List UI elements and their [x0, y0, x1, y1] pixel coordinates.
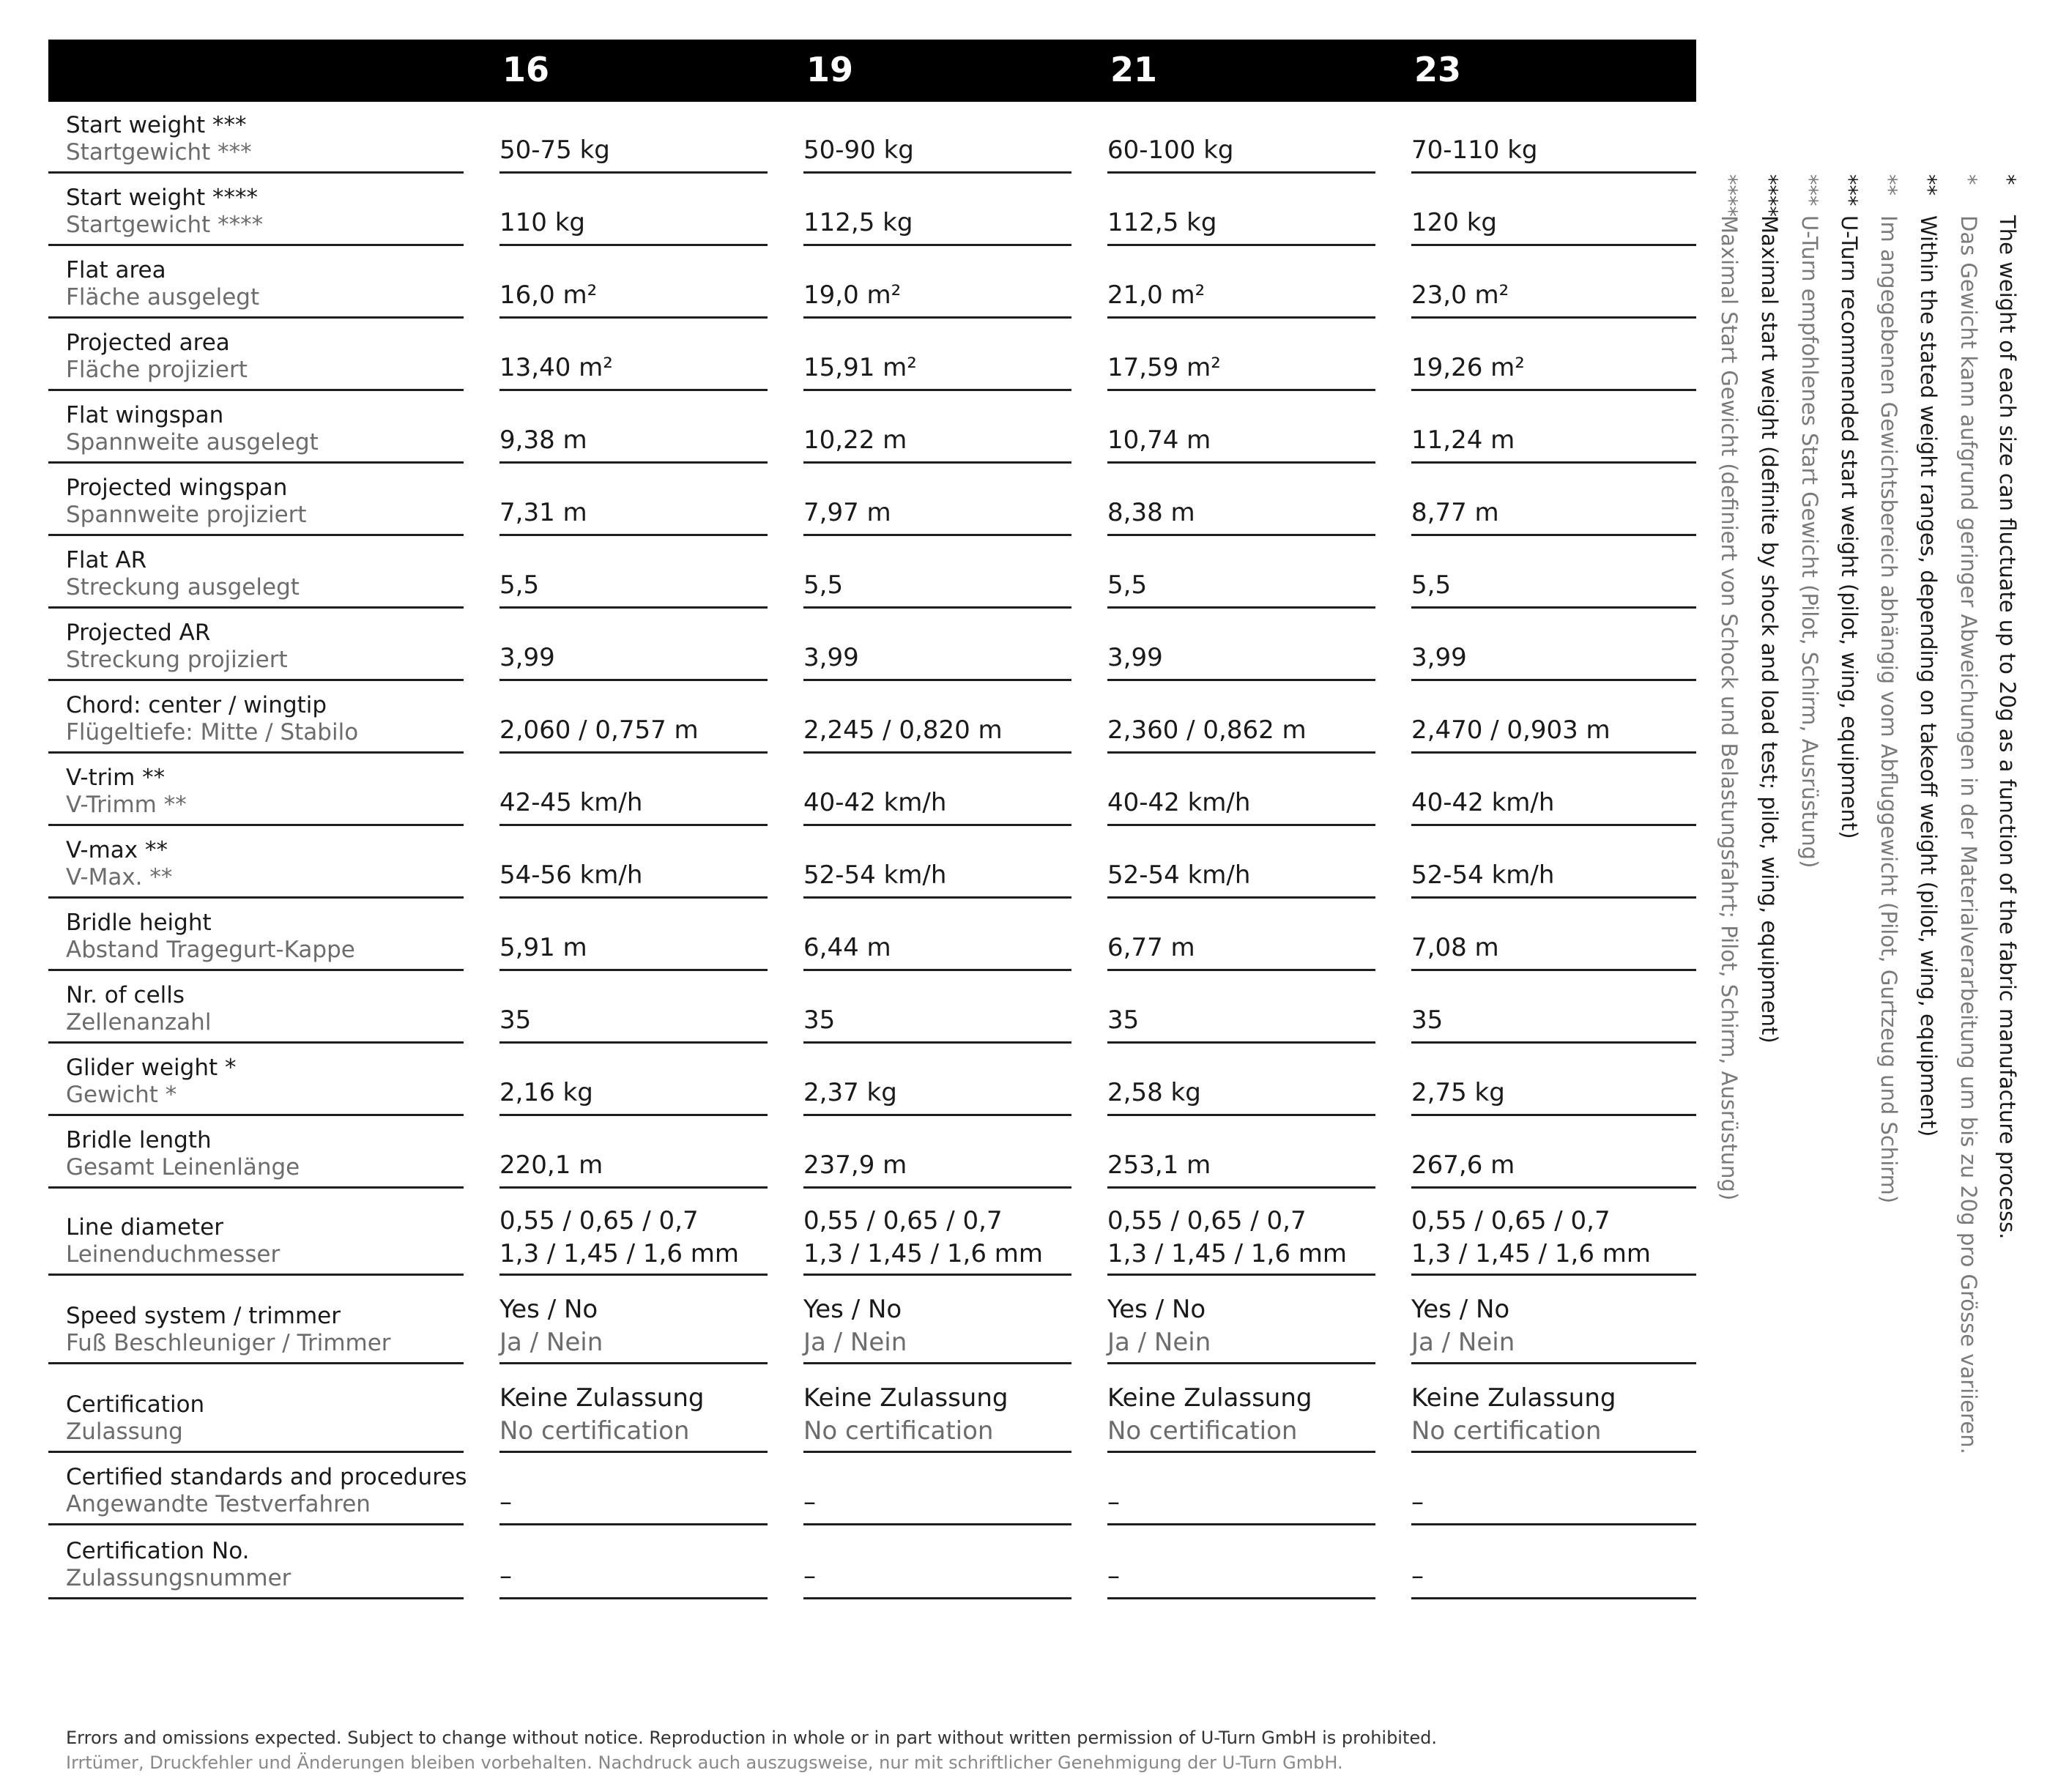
row-label-de: Fläche projiziert: [66, 357, 248, 383]
row-label-en: Start weight ***: [66, 112, 247, 138]
table-row: [48, 1453, 1696, 1525]
value-cell: [1411, 536, 1696, 609]
value-cell: [1107, 174, 1375, 246]
value-cell: [1411, 391, 1696, 464]
value-text: –: [1107, 1561, 1120, 1591]
value-cell: [1411, 319, 1696, 391]
footnote-mark: ***: [1837, 174, 1862, 207]
value-line-1: 0,55 / 0,65 / 0,7: [1107, 1206, 1307, 1235]
row-label-en: Line diameter: [66, 1214, 223, 1241]
footnote-line: [1955, 174, 1981, 1454]
row-label-cell: [48, 971, 464, 1044]
value-text: 2,37 kg: [803, 1078, 897, 1107]
table-row: [48, 1116, 1696, 1189]
footnote-line: [1915, 174, 1941, 1137]
table-row: [48, 102, 1696, 174]
row-label-cell: [48, 681, 464, 754]
value-text: 2,360 / 0,862 m: [1107, 715, 1307, 745]
value-cell: [1107, 826, 1375, 899]
value-text: 2,58 kg: [1107, 1078, 1201, 1107]
table-row: [48, 681, 1696, 754]
value-cell: [499, 391, 768, 464]
value-text: 50-75 kg: [499, 135, 610, 165]
row-label-en: Start weight ****: [66, 185, 258, 211]
value-text: 267,6 m: [1411, 1150, 1515, 1180]
value-text: 253,1 m: [1107, 1150, 1211, 1180]
row-label-en: Certification: [66, 1391, 205, 1418]
value-cell: [499, 754, 768, 826]
row-label-cell: [48, 754, 464, 826]
value-line-2: Ja / Nein: [499, 1328, 603, 1357]
value-text: 5,5: [499, 570, 540, 600]
disclaimer-en: Errors and omissions expected. Subject to change without notice. Reproduction in whole or in part without written permission of U-Turn GmbH is prohibited.: [66, 1728, 1438, 1748]
row-label-en: Flat area: [66, 257, 166, 283]
value-text: 5,5: [803, 570, 844, 600]
table-header: [48, 40, 1696, 102]
row-label-de: Fläche ausgelegt: [66, 284, 260, 311]
row-label-en: Projected AR: [66, 620, 211, 646]
value-cell: [803, 899, 1071, 971]
row-label-de: V-Max. **: [66, 864, 173, 891]
size-header: 16: [502, 50, 550, 89]
row-label-de: Abstand Tragegurt-Kappe: [66, 937, 355, 963]
value-cell: [499, 826, 768, 899]
value-line-1: Keine Zulassung: [499, 1383, 705, 1413]
value-line-1: 0,55 / 0,65 / 0,7: [499, 1206, 699, 1235]
value-cell: [1107, 971, 1375, 1044]
value-text: 40-42 km/h: [803, 788, 947, 817]
disclaimer-de: Irrtümer, Druckfehler und Änderungen bleiben vorbehalten. Nachdruck auch auszugsweise, nur mit schriftlicher Genehmigung der U-Turn GmbH.: [66, 1752, 1343, 1773]
value-text: 54-56 km/h: [499, 860, 643, 890]
value-cell: [1411, 102, 1696, 174]
disclaimer: [66, 1726, 1437, 1775]
value-cell: [1411, 1453, 1696, 1525]
footnote-text: U-Turn empfohlenes Start Gewicht (Pilot, Schirm, Ausrüstung): [1797, 215, 1822, 869]
table-row: [48, 1044, 1696, 1116]
value-cell: [803, 102, 1071, 174]
value-text: 35: [803, 1005, 836, 1035]
value-text: 5,91 m: [499, 933, 587, 962]
row-label-cell: [48, 102, 464, 174]
value-text: 42-45 km/h: [499, 788, 643, 817]
value-cell: [1107, 1525, 1375, 1599]
value-cell: [1411, 1044, 1696, 1116]
value-cell: [803, 1189, 1071, 1276]
value-text: 40-42 km/h: [1107, 788, 1251, 817]
value-text: 23,0 m²: [1411, 280, 1509, 310]
value-text: 120 kg: [1411, 208, 1497, 237]
value-text: –: [1411, 1487, 1424, 1517]
footnote-line: [1994, 174, 2020, 1239]
value-cell: [499, 1116, 768, 1189]
row-label-de: Zulassung: [66, 1419, 183, 1445]
table-row: [48, 1364, 1696, 1453]
row-label-de: Fuß Beschleuniger / Trimmer: [66, 1330, 391, 1356]
value-text: 7,97 m: [803, 498, 891, 527]
footnote-line: [1756, 174, 1782, 1044]
row-label-de: Gewicht *: [66, 1082, 177, 1108]
value-text: 17,59 m²: [1107, 353, 1221, 382]
table-row: [48, 1276, 1696, 1364]
size-header: 23: [1414, 50, 1462, 89]
value-cell: [803, 681, 1071, 754]
table-row: [48, 1189, 1696, 1276]
row-label-en: Projected wingspan: [66, 475, 288, 501]
value-cell: [1411, 1116, 1696, 1189]
value-text: –: [803, 1561, 816, 1591]
value-cell: [1107, 681, 1375, 754]
value-text: 5,5: [1107, 570, 1148, 600]
value-text: 52-54 km/h: [1411, 860, 1555, 890]
row-label-cell: [48, 174, 464, 246]
row-label-cell: [48, 1116, 464, 1189]
value-text: 50-90 kg: [803, 135, 914, 165]
value-cell: [1411, 464, 1696, 536]
row-label-de: Flügeltiefe: Mitte / Stabilo: [66, 719, 359, 746]
value-cell: [803, 391, 1071, 464]
value-text: 5,5: [1411, 570, 1452, 600]
row-label-de: Spannweite ausgelegt: [66, 429, 319, 456]
value-cell: [499, 681, 768, 754]
size-header: 21: [1110, 50, 1158, 89]
value-text: 19,26 m²: [1411, 353, 1525, 382]
value-line-1: Keine Zulassung: [803, 1383, 1008, 1413]
footnote-line: [1876, 174, 1901, 1203]
footnote-line: [1797, 174, 1822, 868]
value-line-1: Yes / No: [803, 1295, 902, 1324]
value-cell: [803, 1525, 1071, 1599]
table-row: [48, 246, 1696, 319]
value-cell: [803, 826, 1071, 899]
table-row: [48, 609, 1696, 681]
footnote-text: Im angegebenen Gewichtsbereich abhängig vom Abfluggewicht (Pilot, Gurtzeug und Schirm): [1876, 215, 1901, 1204]
value-cell: [803, 609, 1071, 681]
value-text: 40-42 km/h: [1411, 788, 1555, 817]
value-cell: [1411, 1276, 1696, 1364]
table-row: [48, 319, 1696, 391]
table-row: [48, 826, 1696, 899]
value-line-2: 1,3 / 1,45 / 1,6 mm: [1107, 1239, 1348, 1268]
value-text: 13,40 m²: [499, 353, 613, 382]
value-text: –: [499, 1561, 512, 1591]
value-cell: [1107, 536, 1375, 609]
value-cell: [1411, 246, 1696, 319]
row-label-de: Angewandte Testverfahren: [66, 1491, 371, 1517]
value-cell: [803, 1116, 1071, 1189]
value-cell: [499, 464, 768, 536]
value-line-1: 0,55 / 0,65 / 0,7: [1411, 1206, 1611, 1235]
value-text: –: [803, 1487, 816, 1517]
value-cell: [1411, 609, 1696, 681]
value-text: 6,44 m: [803, 933, 891, 962]
value-cell: [499, 536, 768, 609]
size-header: 19: [806, 50, 854, 89]
footnote-mark: **: [1916, 174, 1941, 196]
value-line-1: Keine Zulassung: [1411, 1383, 1616, 1413]
value-cell: [803, 246, 1071, 319]
value-text: 3,99: [499, 643, 555, 672]
value-line-1: Yes / No: [499, 1295, 598, 1324]
row-label-de: Zellenanzahl: [66, 1009, 212, 1036]
value-line-2: Ja / Nein: [1107, 1328, 1211, 1357]
value-cell: [803, 1453, 1071, 1525]
value-text: 21,0 m²: [1107, 280, 1206, 310]
table-row: [48, 1525, 1696, 1599]
value-text: 112,5 kg: [803, 208, 913, 237]
footnote-mark: *: [1995, 174, 2020, 185]
value-text: 70-110 kg: [1411, 135, 1538, 165]
value-line-1: Yes / No: [1411, 1295, 1510, 1324]
table-row: [48, 391, 1696, 464]
value-cell: [1107, 1276, 1375, 1364]
value-cell: [1107, 1189, 1375, 1276]
value-cell: [803, 1044, 1071, 1116]
value-cell: [1411, 681, 1696, 754]
value-text: 2,245 / 0,820 m: [803, 715, 1003, 745]
row-label-en: Bridle length: [66, 1127, 212, 1153]
value-cell: [1411, 754, 1696, 826]
footnote-mark: ***: [1797, 174, 1822, 207]
value-cell: [1107, 1453, 1375, 1525]
row-label-en: Bridle height: [66, 910, 212, 936]
row-label-cell: [48, 536, 464, 609]
value-cell: [1411, 899, 1696, 971]
footnote-text: Maximal start weight (definite by shock and load test; pilot, wing, equipment): [1757, 215, 1782, 1044]
row-label-cell: [48, 826, 464, 899]
value-cell: [499, 1525, 768, 1599]
value-cell: [499, 899, 768, 971]
row-label-cell: [48, 609, 464, 681]
value-cell: [1107, 609, 1375, 681]
value-text: 60-100 kg: [1107, 135, 1234, 165]
value-text: 15,91 m²: [803, 353, 917, 382]
value-cell: [499, 174, 768, 246]
value-text: 9,38 m: [499, 425, 587, 455]
footnote-text: U-Turn recommended start weight (pilot, wing, equipment): [1837, 215, 1862, 839]
footnote-text: Within the stated weight ranges, depending on takeoff weight (pilot, wing, equipment): [1916, 215, 1941, 1137]
value-line-2: Ja / Nein: [1411, 1328, 1515, 1357]
table-row: [48, 464, 1696, 536]
value-text: 220,1 m: [499, 1150, 603, 1180]
value-line-2: No certification: [1411, 1416, 1602, 1446]
value-cell: [1107, 1364, 1375, 1453]
row-label-en: Speed system / trimmer: [66, 1303, 341, 1329]
value-cell: [499, 246, 768, 319]
row-label-cell: [48, 1276, 464, 1364]
value-text: 8,77 m: [1411, 498, 1499, 527]
value-cell: [803, 1276, 1071, 1364]
row-label-de: Gesamt Leinenlänge: [66, 1154, 300, 1181]
row-label-cell: [48, 319, 464, 391]
footnote-text: Maximal Start Gewicht (definiert von Schock und Belastungsfahrt; Pilot, Schirm, Ausrüstung): [1717, 215, 1742, 1201]
value-cell: [499, 102, 768, 174]
value-line-1: 0,55 / 0,65 / 0,7: [803, 1206, 1003, 1235]
value-cell: [499, 1364, 768, 1453]
value-text: –: [1411, 1561, 1424, 1591]
table-row: [48, 754, 1696, 826]
row-label-en: Flat wingspan: [66, 402, 224, 428]
value-text: 16,0 m²: [499, 280, 598, 310]
value-cell: [1107, 319, 1375, 391]
value-cell: [803, 319, 1071, 391]
row-label-de: V-Trimm **: [66, 792, 187, 818]
value-cell: [803, 174, 1071, 246]
row-label-en: V-max **: [66, 837, 168, 863]
value-text: 19,0 m²: [803, 280, 902, 310]
value-cell: [1411, 1525, 1696, 1599]
value-cell: [1411, 174, 1696, 246]
value-text: 3,99: [1411, 643, 1467, 672]
row-label-cell: [48, 464, 464, 536]
row-label-cell: [48, 1453, 467, 1525]
value-cell: [803, 754, 1071, 826]
row-label-de: Zulassungsnummer: [66, 1565, 291, 1591]
value-line-2: 1,3 / 1,45 / 1,6 mm: [1411, 1239, 1652, 1268]
value-cell: [499, 971, 768, 1044]
value-cell: [499, 609, 768, 681]
table-row: [48, 971, 1696, 1044]
value-cell: [1107, 391, 1375, 464]
value-cell: [1107, 102, 1375, 174]
value-text: 11,24 m: [1411, 425, 1515, 455]
value-line-2: 1,3 / 1,45 / 1,6 mm: [803, 1239, 1044, 1268]
value-line-2: No certification: [803, 1416, 994, 1446]
value-cell: [803, 1364, 1071, 1453]
row-label-de: Leinenduchmesser: [66, 1241, 281, 1268]
value-cell: [499, 1044, 768, 1116]
value-cell: [499, 1276, 768, 1364]
value-line-2: Ja / Nein: [803, 1328, 907, 1357]
value-text: –: [1107, 1487, 1120, 1517]
value-text: 6,77 m: [1107, 933, 1195, 962]
value-text: 112,5 kg: [1107, 208, 1217, 237]
row-label-cell: [48, 899, 464, 971]
value-text: 7,31 m: [499, 498, 587, 527]
table-row: [48, 536, 1696, 609]
row-label-en: Certification No.: [66, 1538, 250, 1564]
value-cell: [1107, 1116, 1375, 1189]
value-cell: [1107, 464, 1375, 536]
value-text: 3,99: [803, 643, 859, 672]
row-label-cell: [48, 1044, 464, 1116]
value-cell: [499, 1453, 768, 1525]
row-label-cell: [48, 1525, 464, 1599]
row-label-cell: [48, 1189, 464, 1276]
value-text: 10,74 m: [1107, 425, 1211, 455]
row-label-de: Startgewicht ***: [66, 139, 252, 166]
row-label-de: Streckung projiziert: [66, 647, 288, 673]
value-text: 237,9 m: [803, 1150, 907, 1180]
footnote-mark: *: [1956, 174, 1981, 185]
row-label-de: Startgewicht ****: [66, 212, 264, 238]
value-cell: [1107, 899, 1375, 971]
value-text: 10,22 m: [803, 425, 907, 455]
row-label-en: Nr. of cells: [66, 982, 185, 1008]
value-text: 7,08 m: [1411, 933, 1499, 962]
footnote-text: Das Gewicht kann aufgrund geringer Abweichungen in der Materialverarbeitung um bis zu 20g pro Grösse variieren.: [1956, 215, 1981, 1454]
value-text: 3,99: [1107, 643, 1163, 672]
value-text: –: [499, 1487, 512, 1517]
row-label-en: Glider weight *: [66, 1055, 237, 1081]
row-label-cell: [48, 246, 464, 319]
row-label-en: Projected area: [66, 330, 230, 356]
table-row: [48, 899, 1696, 971]
row-label-en: Certified standards and procedures: [66, 1464, 467, 1490]
row-label-en: V-trim **: [66, 765, 166, 791]
value-cell: [499, 319, 768, 391]
value-cell: [1411, 971, 1696, 1044]
footnote-line: [1716, 174, 1742, 1200]
value-text: 35: [1411, 1005, 1444, 1035]
value-cell: [1107, 246, 1375, 319]
footnote-line: [1836, 174, 1862, 839]
row-label-cell: [48, 391, 464, 464]
value-cell: [803, 971, 1071, 1044]
value-text: 2,060 / 0,757 m: [499, 715, 699, 745]
value-cell: [1411, 1364, 1696, 1453]
value-text: 2,470 / 0,903 m: [1411, 715, 1611, 745]
value-cell: [1411, 1189, 1696, 1276]
value-cell: [499, 1189, 768, 1276]
value-line-2: 1,3 / 1,45 / 1,6 mm: [499, 1239, 740, 1268]
row-label-en: Chord: center / wingtip: [66, 692, 327, 718]
value-cell: [1107, 1044, 1375, 1116]
row-label-de: Spannweite projiziert: [66, 502, 307, 528]
value-text: 110 kg: [499, 208, 585, 237]
value-text: 35: [1107, 1005, 1140, 1035]
value-line-2: No certification: [1107, 1416, 1298, 1446]
footnote-mark: ****: [1717, 174, 1742, 217]
value-text: 2,16 kg: [499, 1078, 593, 1107]
row-label-de: Streckung ausgelegt: [66, 574, 300, 601]
footnote-text: The weight of each size can fluctuate up to 20g as a function of the fabric manufacture process.: [1995, 215, 2020, 1240]
value-cell: [1107, 754, 1375, 826]
value-line-1: Keine Zulassung: [1107, 1383, 1312, 1413]
value-line-1: Yes / No: [1107, 1295, 1206, 1324]
value-text: 2,75 kg: [1411, 1078, 1505, 1107]
value-text: 52-54 km/h: [803, 860, 947, 890]
value-text: 35: [499, 1005, 532, 1035]
value-cell: [803, 464, 1071, 536]
value-text: 52-54 km/h: [1107, 860, 1251, 890]
row-label-en: Flat AR: [66, 547, 147, 573]
value-line-2: No certification: [499, 1416, 690, 1446]
footnotes: [1698, 174, 2020, 1454]
footnote-mark: ****: [1757, 174, 1782, 217]
footnote-mark: **: [1876, 174, 1901, 196]
row-label-cell: [48, 1364, 464, 1453]
value-cell: [1411, 826, 1696, 899]
table-row: [48, 174, 1696, 246]
value-text: 8,38 m: [1107, 498, 1195, 527]
value-cell: [803, 536, 1071, 609]
